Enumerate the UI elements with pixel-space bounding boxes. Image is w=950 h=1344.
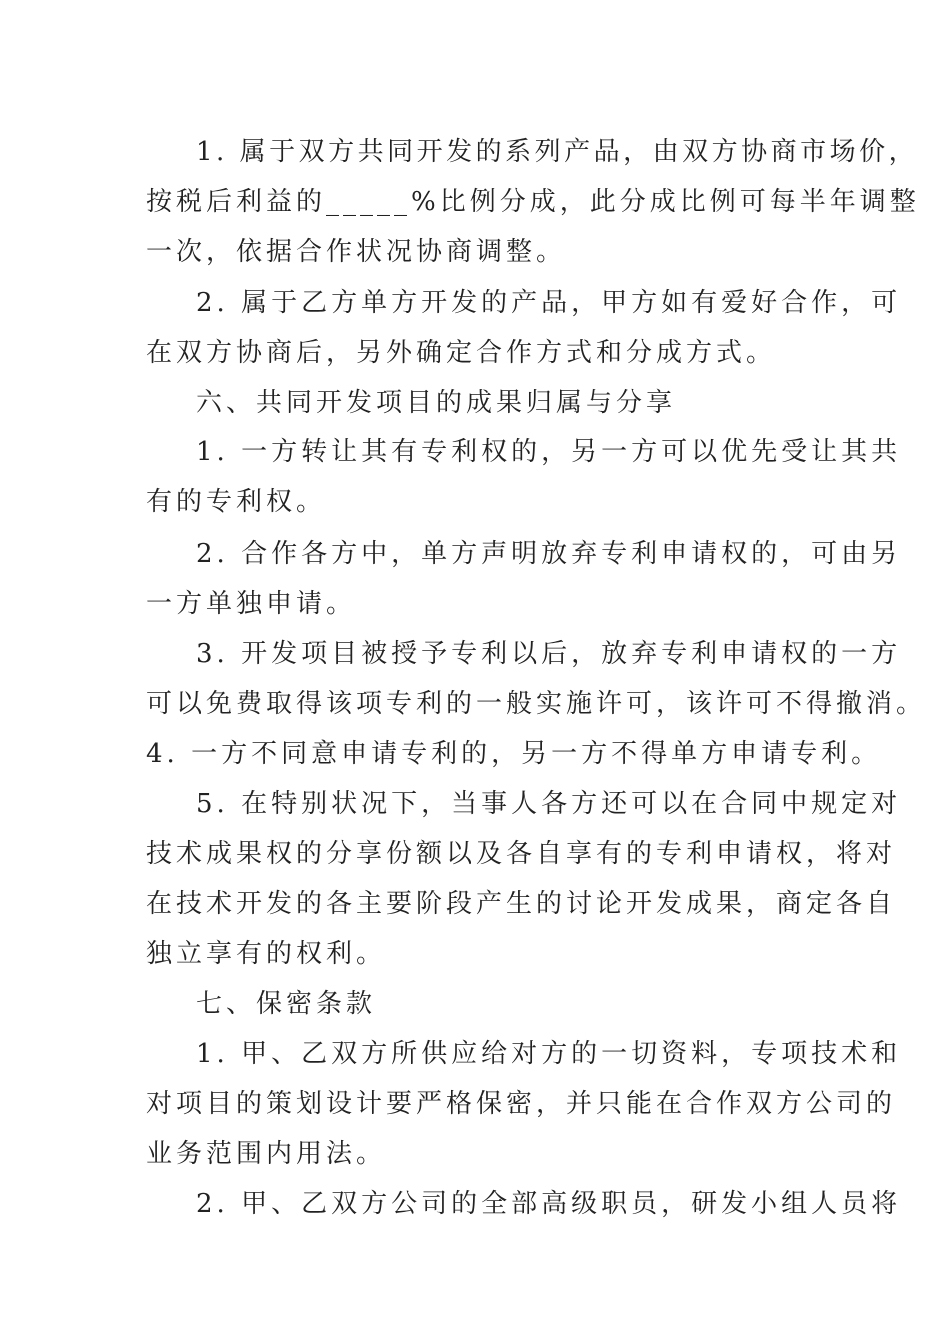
clause-6-2-line-1: 2. 合作各方中，单方声明放弃专利申请权的，可由另 <box>196 539 902 569</box>
section-7-heading: 七、保密条款 <box>196 989 377 1019</box>
clause-7-2-line-1: 2. 甲、乙双方公司的全部高级职员，研发小组人员将 <box>196 1189 902 1219</box>
clause-6-1-line-1: 1. 一方转让其有专利权的，另一方可以优先受让其共 <box>196 437 902 467</box>
clause-6-4-line-1: 4. 一方不同意申请专利的，另一方不得单方申请专利。 <box>146 739 882 769</box>
clause-5-2-line-2: 在双方协商后，另外确定合作方式和分成方式。 <box>146 338 777 368</box>
clause-6-5-line-4: 独立享有的权利。 <box>146 939 387 969</box>
clause-6-2-line-2: 一方单独申请。 <box>146 589 357 619</box>
clause-6-5-line-2: 技术成果权的分享份额以及各自享有的专利申请权，将对 <box>146 839 897 869</box>
clause-6-5-line-1: 5. 在特别状况下，当事人各方还可以在合同中规定对 <box>196 789 902 819</box>
clause-7-1-line-2: 对项目的策划设计要严格保密，并只能在合作双方公司的 <box>146 1089 897 1119</box>
clause-5-2-line-1: 2. 属于乙方单方开发的产品，甲方如有爱好合作，可 <box>196 288 902 318</box>
clause-6-3-line-2: 可以免费取得该项专利的一般实施许可，该许可不得撤消。 <box>146 689 927 719</box>
clause-7-1-line-3: 业务范围内用法。 <box>146 1139 387 1169</box>
clause-6-1-line-2: 有的专利权。 <box>146 487 327 517</box>
clause-5-1-line-1: 1. 属于双方共同开发的系列产品，由双方协商市场价， <box>196 137 919 167</box>
section-6-heading: 六、共同开发项目的成果归属与分享 <box>196 388 677 418</box>
clause-5-1-line-2: 按税后利益的_____%比例分成，此分成比例可每半年调整 <box>146 187 920 217</box>
clause-7-1-line-1: 1. 甲、乙双方所供应给对方的一切资料，专项技术和 <box>196 1039 902 1069</box>
clause-6-5-line-3: 在技术开发的各主要阶段产生的讨论开发成果，商定各自 <box>146 889 897 919</box>
clause-5-1-line-3: 一次，依据合作状况协商调整。 <box>146 237 567 267</box>
clause-6-3-line-1: 3. 开发项目被授予专利以后，放弃专利申请权的一方 <box>196 639 902 669</box>
